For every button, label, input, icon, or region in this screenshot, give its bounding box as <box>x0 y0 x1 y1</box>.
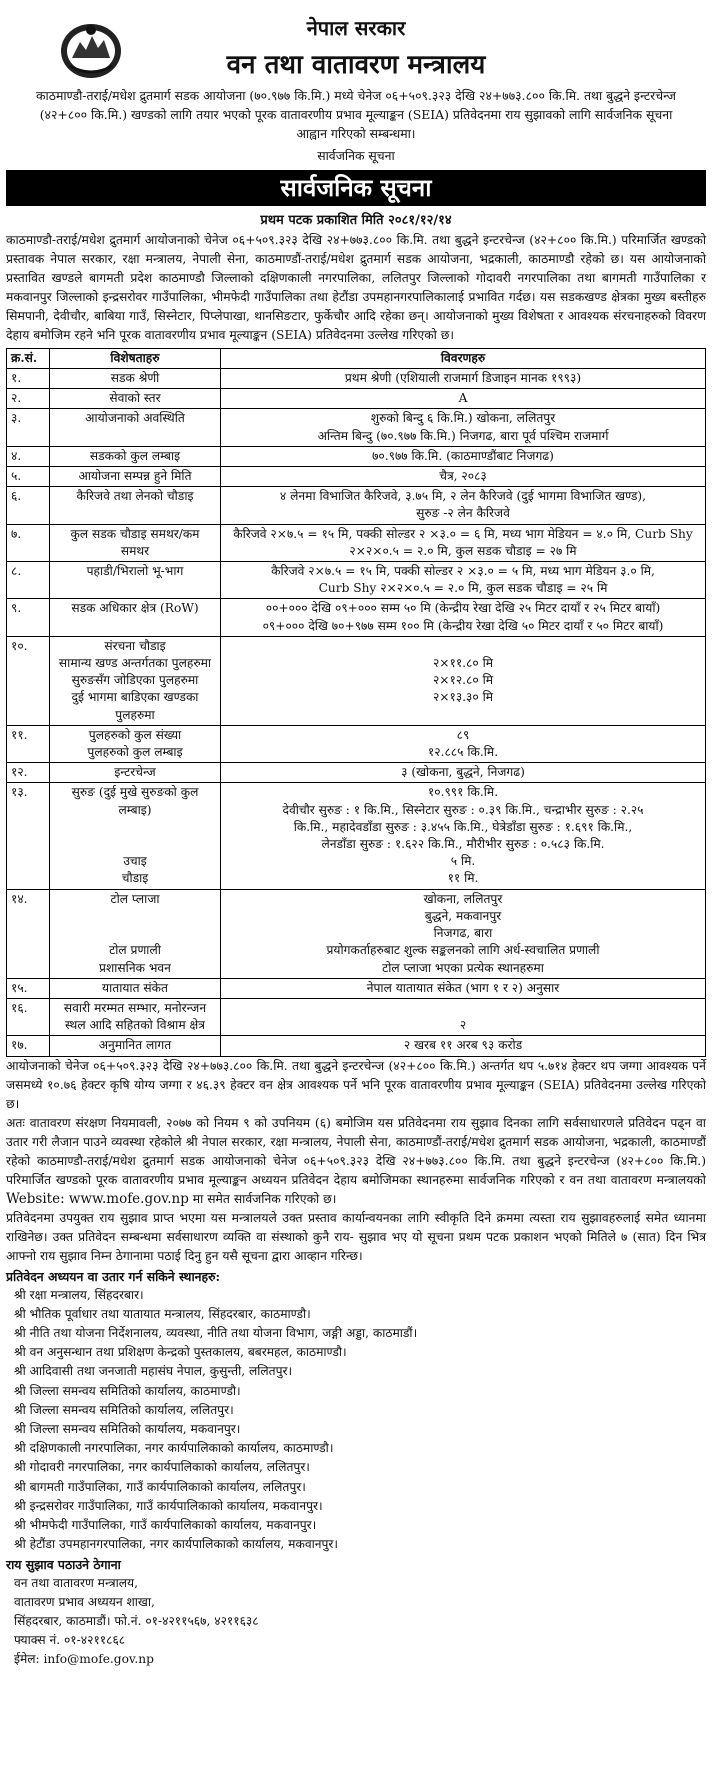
detail-line: २×११.८० मि <box>432 656 494 671</box>
feature-line: सडक अधिकार क्षेत्र (RoW) <box>71 601 199 616</box>
feature-line: समथर <box>120 543 150 558</box>
feature-line: सुरुङसँग जोडिएका पुलहरुमा <box>71 673 199 688</box>
address-line: फ्याक्स नं. ०१-४२११८६८ <box>14 1633 126 1648</box>
paragraph-legal <box>6 1114 706 1209</box>
row-detail <box>221 467 706 487</box>
row-serial: १०. <box>7 636 50 725</box>
detail-line: ७०.९७७ कि.मि. (काठमाण्डौंबाट निजगढ) <box>372 448 554 463</box>
row-feature <box>50 783 221 889</box>
feature-line: स्थल आदि सहितको विश्राम क्षेत्र <box>65 1018 205 1033</box>
feature-line: उचाइ <box>123 854 147 869</box>
table-row <box>7 599 706 636</box>
list-item: श्री जिल्ला समन्वय समितिको कार्यालय, काठमाण्डौ। <box>14 1383 241 1398</box>
ministry-website-link[interactable]: Website: www.mofe.gov.np <box>6 1190 189 1207</box>
public-notice-banner: सार्वजनिक सूचना <box>6 170 706 206</box>
detail-line <box>225 638 701 655</box>
list-item: श्री भीमफेदी गाउँपालिका, गाउँ कार्यपालिकाको कार्यालय, मकवानपुर। <box>14 1517 317 1532</box>
detail-line: नेपाल यातायात संकेत (भाग १ र २) अनुसार <box>366 980 560 995</box>
table-row <box>7 389 706 409</box>
detail-line: ०९+००० देखि ७०+९७७ सम्म १०० मि (केन्द्रीय रेखा देखि ५० मिटर दायाँ र ५० मिटर बायाँ) <box>262 618 664 633</box>
list-item: श्री इन्द्रसरोवर गाउँपालिका, गाउँ कार्यपालिकाको कार्यालय, मकवानपुर। <box>14 1498 323 1513</box>
list-item: श्री आदिवासी तथा जनजाती महासंघ नेपाल, कुसुन्ती, ललितपुर। <box>14 1364 293 1379</box>
detail-line: २×१३.३० मि <box>432 690 494 705</box>
row-serial: १५. <box>7 978 50 998</box>
detail-line: प्रयोगकर्ताहरुबाट शुल्क सङ्कलनको लागि अर्ध-स्वचालित प्रणाली <box>326 943 600 958</box>
detail-line: ११ मि. <box>447 871 479 886</box>
contact-email[interactable]: ईमेल: info@mofe.gov.np <box>14 1652 154 1667</box>
feature-line: टोल प्रणाली <box>109 943 161 958</box>
feature-line: सडकको कुल लम्बाइ <box>89 448 181 463</box>
feature-line: प्रशासनिक भवन <box>99 960 171 975</box>
table-row <box>7 369 706 389</box>
feature-line: यातायात संकेत <box>102 980 168 995</box>
detail-line: ५ मि. <box>450 854 476 869</box>
row-serial: ४. <box>7 446 50 466</box>
detail-line: ८९ <box>456 727 470 742</box>
feature-line: इन्टरचेन्ज <box>114 765 156 780</box>
table-header-row <box>7 349 706 369</box>
feature-line: सामान्य खण्ड अन्तर्गतका पुलहरुमा <box>58 656 212 671</box>
publication-date: प्रथम पटक प्रकाशित मिति २०८१/१२/१४ <box>260 213 452 228</box>
detail-line: ४ लेनमा विभाजित कैरिजवे, ३.७५ मि, २ लेन कैरिजवे (दुई भागमा विभाजित खण्ड), <box>279 489 647 504</box>
feature-line <box>54 836 216 853</box>
notice-page <box>6 0 706 1669</box>
row-feature <box>50 524 221 561</box>
detail-line: अन्तिम बिन्दु (७०.९७७ कि.मि.) निजगढ, बारा पूर्व पश्चिम राजमार्ग <box>317 428 609 443</box>
detail-line: कैरिजवे २×७.५ = १५ मि, पक्की सोल्डर २ ×३.० = ५ मि, मध्य भाग मेडियन ३.० मि, <box>271 564 655 579</box>
row-detail <box>221 636 706 725</box>
row-serial: ५. <box>7 467 50 487</box>
address-line: सिंहदरबार, काठमाडौं। फो.नं. ०१-४२११५६७, ४२११६३८ <box>14 1614 259 1629</box>
table-row <box>7 409 706 446</box>
address-line: वातावरण प्रभाव अध्ययन शाखा, <box>14 1595 155 1610</box>
feature-line: सडक श्रेणी <box>110 371 160 385</box>
row-serial: १२. <box>7 763 50 783</box>
detail-line: सुरुङ -२ लेन कैरिजवे <box>416 506 510 521</box>
row-detail <box>221 389 706 409</box>
detail-line: १२.८८५ कि.मि. <box>427 745 499 760</box>
row-detail <box>221 998 706 1035</box>
row-feature <box>50 636 221 725</box>
feature-line: चौडाइ <box>121 871 149 886</box>
row-detail <box>221 562 706 599</box>
list-item: श्री रक्षा मन्त्रालय, सिंहदरबार। <box>14 1287 144 1302</box>
row-serial: १७. <box>7 1036 50 1056</box>
feature-line: कुल सडक चौडाइ समथर/कम <box>70 526 200 541</box>
feature-line: लम्बाइ) <box>118 802 152 817</box>
detail-line: A <box>458 391 468 406</box>
feature-line: पहाडी/भिरालो भू-भाग <box>86 564 184 579</box>
row-serial: ३. <box>7 409 50 446</box>
detail-line: शुरुको बिन्दु ६ कि.मि.) खोकना, ललितपुर <box>370 411 556 426</box>
list-item: श्री गोदावरी नगरपालिका, नगर कार्यपालिकाको कार्यालय, ललितपुर। <box>14 1460 310 1475</box>
table-row <box>7 446 706 466</box>
table-row <box>7 978 706 998</box>
row-serial: ८. <box>7 562 50 599</box>
table-row <box>7 763 706 783</box>
detail-line: १०.९९१ कि.मि. <box>427 785 499 800</box>
feature-line: आयोजना सम्पन्न हुने मिति <box>78 469 192 484</box>
row-serial: १६. <box>7 998 50 1035</box>
row-serial: १. <box>7 369 50 389</box>
detail-line <box>225 1000 701 1017</box>
detail-line: ३ (खोकना, बुद्धने, निजगढ) <box>401 765 525 780</box>
address-block <box>6 1574 706 1650</box>
header-detail: विवरणहरु <box>221 349 706 369</box>
gov-title: नेपाल सरकार <box>306 16 406 40</box>
row-detail <box>221 446 706 466</box>
detail-line: २ खरब ११ अरब ९३ करोड <box>403 1038 523 1053</box>
row-feature <box>50 446 221 466</box>
feature-line: टोल प्लाजा <box>110 891 160 906</box>
table-row <box>7 467 706 487</box>
row-serial: १४. <box>7 889 50 978</box>
row-feature <box>50 487 221 524</box>
feature-line: दुई भागमा बाडिएका खण्डका पुलहरुमा <box>71 690 199 722</box>
feature-line: अनुमानित लागत <box>98 1038 172 1053</box>
address-title: राय सुझाव पठाउने ठेगाना <box>6 1557 121 1573</box>
detail-line: कैरिजवे २×७.५ = १५ मि, पक्की सोल्डर २ ×३.० = ६ मि, मध्य भाग मेडियन = ४.० मि, Curb Shy २×२×०.५ = २.० मि, कुल सडक चौडाइ = २७ मि <box>233 526 693 558</box>
table-row <box>7 998 706 1035</box>
feature-line: सुरुङ (दुई मुखे सुरुङको कुल <box>71 785 199 800</box>
row-detail <box>221 524 706 561</box>
detail-line: टोल प्लाजा भएका प्रत्येक स्थानहरुमा <box>382 960 544 975</box>
paragraph-project-intro: काठमाण्डौ-तराई/मधेश द्रुतमार्ग आयोजनाको चेनेज ०६+५०९.३२३ देखि २४+७७३.८०० कि.मि. तथा बुद्धने इन्टरचेन्ज (४२+८०० कि.मि.) परिमार्जित खण्डको प्रस्तावक नेपाल सरकार, रक्षा मन्त्रालय, नेपाली सेना, काठमाण्डौं-तराई/मधेश द्रुतमार्ग सडक आयोजना, भद्रकाली, काठमाण्डौ रहेको छ। यस आयोजनाको प्रस्तावित खण्डले बागमती प्रदेश काठमाण्डौ जिल्लाको दक्षिणकाली नगरपालिका, ललितपुर जिल्लाको गोदावरी नगरपालिका तथा बागमती गाउँपालिका र मकवानपुर जिल्लाको इन्द्रसरोवर गाउँपालिका, भीमफेदी गाउँपालिका तथा हेटौंडा उपमहानगरपालिकालाई प्रभावित गर्दछ। यस सडकखण्ड क्षेत्रका मुख्य बस्तीहरु सिमपानी, देवीचौर, बाबिया गाउँ, सिस्नेटार, पिप्लेपाखा, थानसिङटार, फुर्केचौर आदि रहेका छन्। आयोजनाको मुख्य विशेषता र आवश्यक संरचनाहरुको विवरण देहाय बमोजिम रहने भनि पूरक वातावरणीय प्रभाव मूल्याङ्कन (SEIA) प्रतिवेदनमा उल्लेख गरिएको छ। <box>6 233 706 342</box>
feature-line: पुलहरुको कुल लम्बाइ <box>87 745 183 760</box>
row-detail <box>221 978 706 998</box>
legal-text-end: मा समेत सार्वजनिक गरिएको छ। <box>188 1191 337 1206</box>
header-feature: विशेषताहरु <box>50 349 221 369</box>
row-feature <box>50 763 221 783</box>
list-item: श्री वन अनुसन्धान तथा प्रशिक्षण केन्द्रको पुस्तकालय, बबरमहल, काठमाण्डौ। <box>14 1345 347 1360</box>
row-serial: ६. <box>7 487 50 524</box>
table-body <box>7 369 706 1057</box>
row-feature <box>50 978 221 998</box>
notice-subject-label: सार्वजनिक सूचना <box>317 148 395 163</box>
detail-line: Curb Shy २×२×०.५ = २.० मि, कुल सडक चौडाइ = २५ मि <box>318 581 608 596</box>
feature-line <box>54 908 216 925</box>
list-item: श्री हेटौंडा उपमहानगरपालिका, नगर कार्यपालिकाको कार्यालय, मकवानपुर। <box>14 1537 339 1552</box>
detail-line: निजगढ, बारा <box>433 926 493 941</box>
row-feature <box>50 889 221 978</box>
row-detail <box>221 725 706 762</box>
paragraph-call: प्रतिवेदनमा उपयुक्त राय सुझाव प्राप्त भएमा यस मन्त्रालयले उक्त प्रस्ताव कार्यान्वयनका लागि स्वीकृति दिने क्रममा त्यस्ता राय सुझावहरुलाई समेत ध्यानमा राखिनेछ। उक्त प्रतिवेदन सम्बन्धमा सर्वसाधारण व्यक्ति वा संस्थाको कुनै राय- सुझाव भए यो सूचना प्रथम पटक प्रकाशन भएको मितिले ७ (सात) दिन भित्र आफ्नो राय सुझाव निम्न ठेगानामा पठाई दिनु हुन यसै सूचना द्वारा आव्हान गरिन्छ। <box>6 1210 706 1263</box>
row-detail <box>221 783 706 889</box>
row-feature <box>50 1036 221 1056</box>
feature-line: सवारी मरम्मत सम्भार, मनोरन्जन <box>63 1000 207 1015</box>
detail-line: देवीचौर सुरुङ : १ कि.मि., सिस्नेटार सुरुङ : ०.३९ कि.मि., चन्द्राभीर सुरुङ : २.२५ <box>282 802 644 817</box>
feature-line: आयोजनाको अवस्थिति <box>85 411 185 426</box>
feature-line: सेवाको स्तर <box>109 391 161 406</box>
project-features-table <box>6 348 706 1057</box>
row-feature <box>50 369 221 389</box>
table-row <box>7 487 706 524</box>
row-feature <box>50 409 221 446</box>
list-item: श्री नीति तथा योजना निर्देशनालय, व्यवस्था, नीति तथा योजना विभाग, जङ्गी अड्डा, काठमाडौं। <box>14 1325 418 1340</box>
detail-line: बुद्धने, मकवानपुर <box>424 908 502 923</box>
table-row <box>7 783 706 889</box>
row-feature <box>50 389 221 409</box>
row-serial: ९. <box>7 599 50 636</box>
table-row <box>7 524 706 561</box>
detail-line: २×१२.८० मि <box>432 673 494 688</box>
detail-line: चैत्र, २०८३ <box>439 469 487 484</box>
table-row <box>7 889 706 978</box>
legal-text: अतः वातावरण संरक्षण नियमावली, २०७७ को नियम ९ को उपनियम (६) बमोजिम यस प्रतिवेदनमा राय सुझाव दिनका लागि सर्वसाधारणले प्रतिवेदन पढ्न वा उतार गरी लैजान पाउने व्यवस्था रहेकोले श्री नेपाल सरकार, रक्षा मन्त्रालय, नेपाली सेना, काठमाण्डौं-तराई/मधेश द्रुतमार्ग सडक आयोजना, भद्रकाली, काठमाण्डौं रहेको काठमाण्डौ-तराई/मधेश द्रुतमार्ग सडक आयोजनाको चेनेज ०६+५०९.३२३ देखि २४+७७३.८०० कि.मि. तथा बुद्धने इन्टरचेन्ज (४२+८०० कि.मि.) परिमार्जित खण्डको पूरक वातावरणीय प्रभाव मूल्याङ्कन अध्ययन प्रतिवेदन देहाय बमोजिमका स्थानहरुमा सार्वजनिक गरिएको र वन तथा वातावरण मन्त्रालयको <box>6 1115 706 1187</box>
list-item: श्री बागमती गाउँपालिका, गाउँ कार्यपालिकाको कार्यालय, ललितपुर। <box>14 1479 306 1494</box>
address-line: वन तथा वातावरण मन्त्रालय, <box>14 1576 139 1591</box>
row-feature <box>50 725 221 762</box>
list-item: श्री भौतिक पूर्वाधार तथा यातायात मन्त्रालय, सिंहदरबार, काठमाण्डौ। <box>14 1306 311 1321</box>
row-serial: २. <box>7 389 50 409</box>
feature-line <box>54 819 216 836</box>
table-row <box>7 636 706 725</box>
header-serial: क्र.सं. <box>7 349 50 369</box>
feature-line: पुलहरुको कुल संख्या <box>88 727 182 742</box>
nepal-emblem-icon <box>58 18 124 80</box>
row-detail <box>221 487 706 524</box>
row-feature <box>50 998 221 1035</box>
row-serial: ७. <box>7 524 50 561</box>
row-detail <box>221 763 706 783</box>
row-detail <box>221 599 706 636</box>
row-detail <box>221 409 706 446</box>
row-feature <box>50 599 221 636</box>
table-row <box>7 725 706 762</box>
list-item: श्री जिल्ला समन्वय समितिको कार्यालय, मकवानपुर। <box>14 1421 241 1436</box>
list-item: श्री जिल्ला समन्वय समितिको कार्यालय, ललितपुर। <box>14 1402 234 1417</box>
detail-line: खोकना, ललितपुर <box>423 891 503 906</box>
row-detail <box>221 889 706 978</box>
notice-subject: काठमाण्डौ-तराई/मधेश द्रुतमार्ग सडक आयोजना (७०.९७७ कि.मि.) मध्ये चेनेज ०६+५०९.३२३ देखि २४+७७३.८०० कि.मि. तथा बुद्धने इन्टरचेन्ज (४२+८०० कि.मि.) खण्डको लागि तयार भएको पूरक वातावरणीय प्रभाव मूल्याङ्कन (SEIA) प्रतिवेदनमा राय सुझावको लागि सार्वजनिक सूचना आह्वान गरिएको सम्बन्धमा। <box>36 88 676 141</box>
detail-line: २ <box>459 1018 467 1033</box>
row-detail <box>221 369 706 389</box>
ministry-title: वन तथा वातावरण मन्त्रालय <box>226 50 486 80</box>
row-feature <box>50 562 221 599</box>
row-feature <box>50 467 221 487</box>
detail-line: कि.मि., महादेवडाँडा सुरुङ : ३.४५५ कि.मि., घेत्रेडाँडा सुरुङ : १.६९१ कि.मि., <box>293 819 633 834</box>
header <box>6 4 706 80</box>
row-detail <box>221 1036 706 1056</box>
paragraph-land: आयोजनाको चेनेज ०६+५०९.३२३ देखि २४+७७३.८०० कि.मि. तथा बुद्धने इन्टरचेन्ज (४२+८०० कि.मि.) अन्तर्गत थप ५.७१४ हेक्टर थप जग्गा आवश्यक पर्ने जसमध्ये १०.७६ हेक्टर कृषि योग्य जग्गा र ४६.३९ हेक्टर वन क्षेत्र आवश्यक पर्ने भनि पूरक वातावरणीय प्रभाव मूल्याङ्कन (SEIA) प्रतिवेदनमा उल्लेख गरिएको छ। <box>6 1058 706 1111</box>
places-list <box>6 1286 706 1555</box>
feature-line: कैरिजवे तथा लेनको चौडाइ <box>76 489 194 504</box>
table-row <box>7 1036 706 1056</box>
table-row <box>7 562 706 599</box>
detail-line: ००+००० देखि ०९+००० सम्म ५० मि (केन्द्रीय रेखा देखि २५ मिटर दायाँ र २५ मिटर बायाँ) <box>265 601 661 616</box>
feature-line: संरचना चौडाइ <box>104 638 166 653</box>
detail-line: लेनडाँडा सुरुङ : १.६२२ कि.मि., मौरीभीर सुरुङ : ०.५८३ कि.मि. <box>321 837 605 852</box>
feature-line <box>54 925 216 942</box>
list-item: श्री दक्षिणकाली नगरपालिका, नगर कार्यपालिकाको कार्यालय, काठमाण्डौ। <box>14 1441 334 1456</box>
row-serial: १३. <box>7 783 50 889</box>
detail-line: प्रथम श्रेणी (एशियाली राजमार्ग डिजाइन मानक १९९३) <box>344 371 582 385</box>
row-serial: ११. <box>7 725 50 762</box>
places-title: प्रतिवेदन अध्ययन वा उतार गर्न सकिने स्थानहरु: <box>6 1268 221 1284</box>
